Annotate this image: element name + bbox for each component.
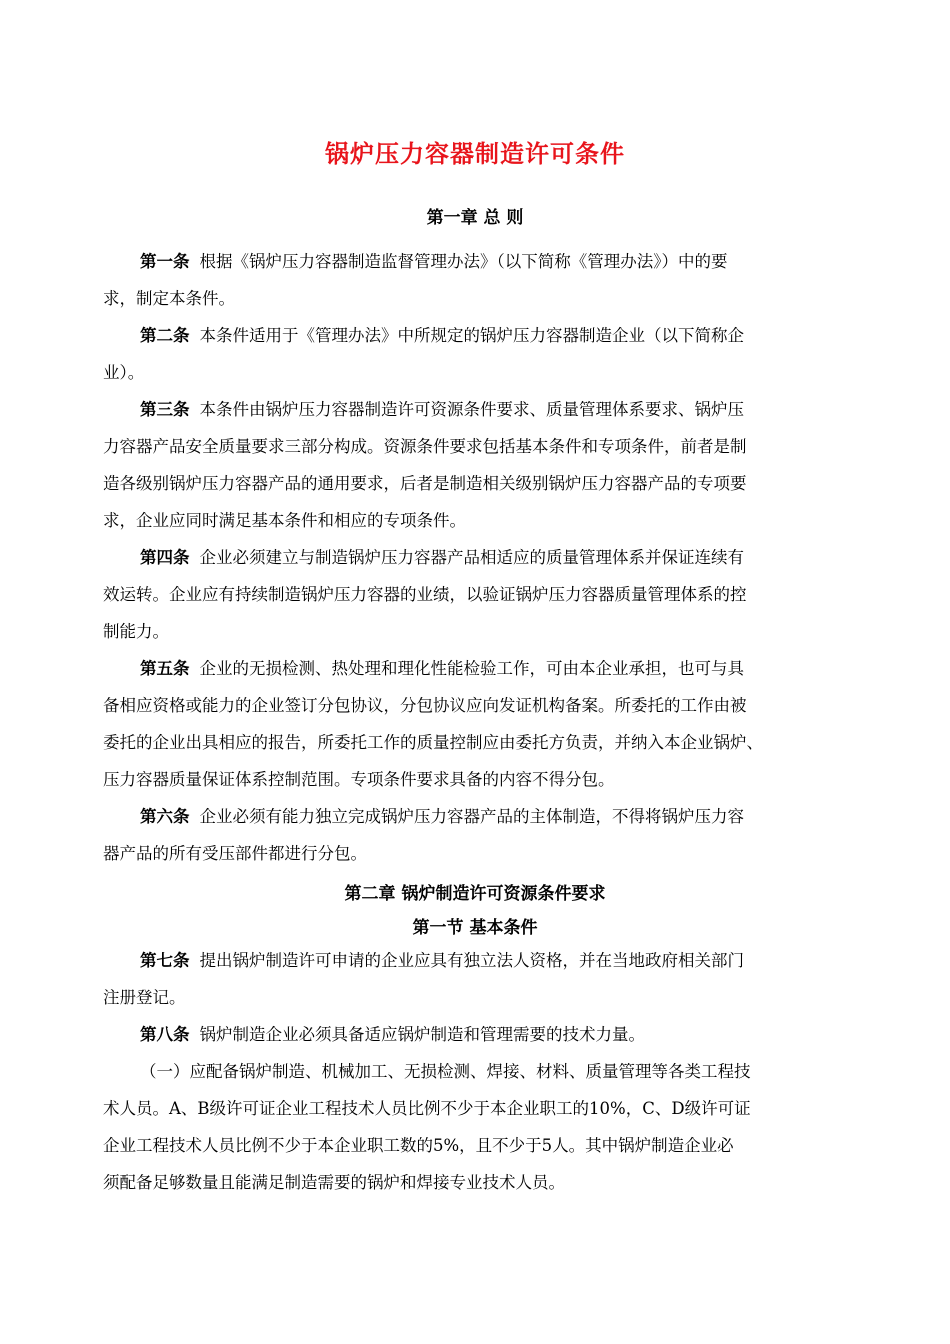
article-label: 第五条	[140, 659, 190, 678]
article-3-line: 造各级别锅炉压力容器产品的通用要求，后者是制造相关级别锅炉压力容器产品的专项要	[103, 474, 747, 493]
article-label: 第八条	[140, 1025, 190, 1044]
article-7-line	[140, 950, 744, 972]
article-8-line	[140, 1024, 645, 1046]
item-1-line: （一）应配备锅炉制造、机械加工、无损检测、焊接、材料、质量管理等各类工程技	[140, 1062, 751, 1081]
document-title: 锅炉压力容器制造许可条件	[325, 140, 625, 168]
article-3-line	[140, 399, 744, 421]
article-label: 第一条	[140, 252, 190, 271]
article-text: 企业的无损检测、热处理和理化性能检验工作，可由本企业承担，也可与具	[199, 659, 744, 678]
chapter-heading: 第二章 锅炉制造许可资源条件要求	[344, 884, 606, 904]
article-label: 第七条	[140, 951, 190, 970]
article-1-line	[140, 251, 728, 273]
article-7-line: 注册登记。	[103, 988, 186, 1007]
item-1-line: 须配备足够数量且能满足制造需要的锅炉和焊接专业技术人员。	[103, 1173, 565, 1192]
article-label: 第六条	[140, 807, 190, 826]
article-text: 根据《锅炉压力容器制造监督管理办法》（以下简称《管理办法》）中的要	[199, 252, 728, 271]
article-label: 第四条	[140, 548, 190, 567]
article-5-line: 压力容器质量保证体系控制范围。专项条件要求具备的内容不得分包。	[103, 770, 615, 789]
article-6-line: 器产品的所有受压部件都进行分包。	[103, 844, 367, 863]
article-5-line: 备相应资格或能力的企业签订分包协议，分包协议应向发证机构备案。所委托的工作由被	[103, 696, 747, 715]
article-text: 提出锅炉制造许可申请的企业应具有独立法人资格，并在当地政府相关部门	[199, 951, 744, 970]
article-text: 企业必须有能力独立完成锅炉压力容器产品的主体制造，不得将锅炉压力容	[199, 807, 744, 826]
article-text: 本条件由锅炉压力容器制造许可资源条件要求、质量管理体系要求、锅炉压	[199, 400, 744, 419]
article-1-line: 求，制定本条件。	[103, 289, 235, 308]
article-5-line: 委托的企业出具相应的报告，所委托工作的质量控制应由委托方负责，并纳入本企业锅炉、	[103, 733, 763, 752]
article-3-line: 力容器产品安全质量要求三部分构成。资源条件要求包括基本条件和专项条件，前者是制	[103, 437, 747, 456]
item-1-line: 术人员。A、B级许可证企业工程技术人员比例不少于本企业职工的10%，C、D级许可证	[103, 1099, 751, 1118]
article-6-line	[140, 806, 744, 828]
article-5-line	[140, 658, 744, 680]
article-4-line: 制能力。	[103, 622, 169, 641]
article-2-line	[140, 325, 744, 347]
article-text: 锅炉制造企业必须具备适应锅炉制造和管理需要的技术力量。	[199, 1025, 645, 1044]
article-4-line: 效运转。企业应有持续制造锅炉压力容器的业绩，以验证锅炉压力容器质量管理体系的控	[103, 585, 747, 604]
article-text: 企业必须建立与制造锅炉压力容器产品相适应的质量管理体系并保证连续有	[199, 548, 744, 567]
chapter-heading: 第一章 总 则	[426, 208, 524, 228]
article-3-line: 求，企业应同时满足基本条件和相应的专项条件。	[103, 511, 466, 530]
article-label: 第二条	[140, 326, 190, 345]
article-text: 本条件适用于《管理办法》中所规定的锅炉压力容器制造企业（以下简称企	[199, 326, 744, 345]
article-label: 第三条	[140, 400, 190, 419]
article-4-line	[140, 547, 744, 569]
article-2-line: 业）。	[103, 363, 145, 382]
item-1-line: 企业工程技术人员比例不少于本企业职工数的5%，且不少于5人。其中锅炉制造企业必	[103, 1136, 734, 1155]
section-heading: 第一节 基本条件	[412, 918, 538, 938]
